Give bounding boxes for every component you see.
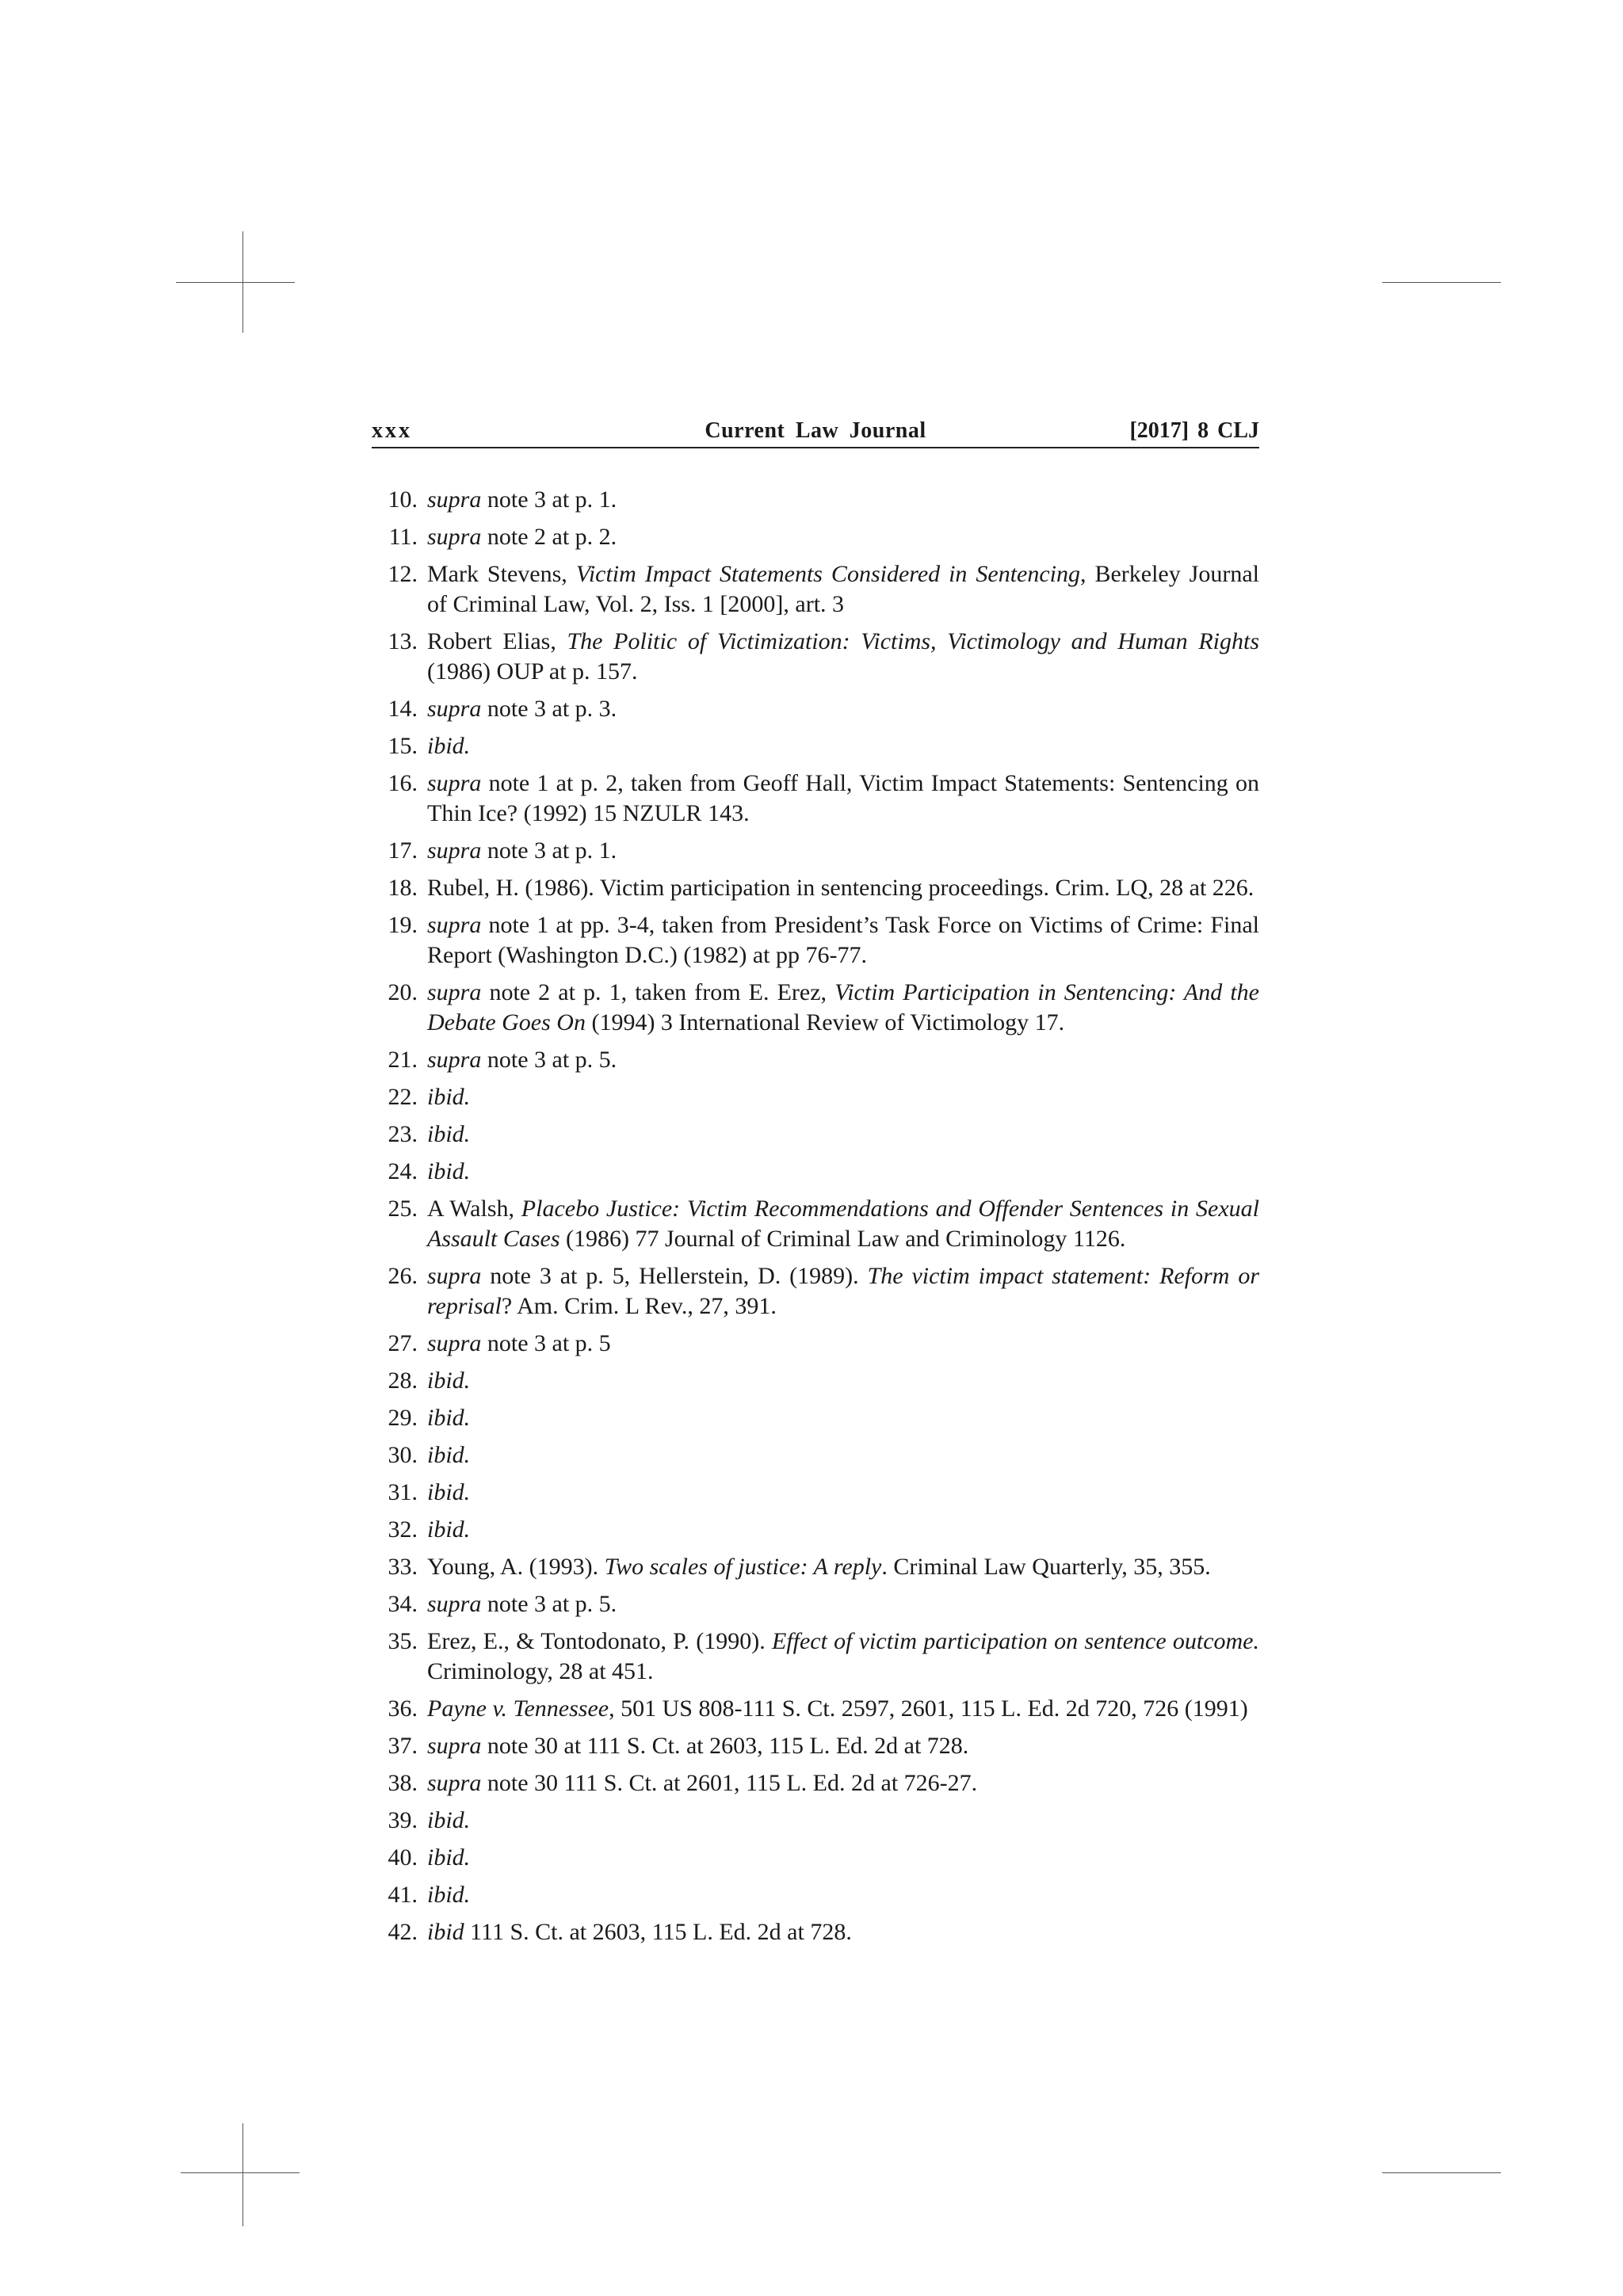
endnote-text-segment: Mark Stevens,	[427, 561, 576, 587]
endnote-text-segment: note 3 at p. 5, Hellerstein, D. (1989).	[481, 1263, 868, 1289]
endnote-italic-segment: supra	[427, 1591, 482, 1617]
endnote-36	[372, 1694, 1259, 1724]
crop-mark-bottom-right-horizontal	[1382, 2172, 1501, 2173]
endnote-number: 41.	[388, 1882, 418, 1908]
endnote-text	[427, 979, 1259, 1035]
endnote-text	[427, 1807, 470, 1833]
endnote-italic-segment: Effect of victim participation on sentence outcome.	[771, 1628, 1260, 1654]
endnote-text-segment: note 3 at p. 1.	[481, 837, 617, 864]
endnote-italic-segment: supra	[427, 912, 482, 938]
endnote-number: 27.	[388, 1330, 418, 1356]
endnote-italic-segment: Victim Participation in Sentencing: And the Debate Goes On	[427, 979, 1260, 1035]
endnote-26	[372, 1261, 1259, 1322]
endnote-number: 36.	[388, 1695, 418, 1722]
endnote-12	[372, 559, 1259, 620]
endnote-32	[372, 1515, 1259, 1545]
endnote-text-segment: A Walsh,	[427, 1196, 521, 1222]
endnote-25	[372, 1194, 1259, 1254]
endnote-italic-segment: Placebo Justice: Victim Recommendations and Offender Sentences in Sexual Assault Cases	[427, 1196, 1259, 1252]
endnote-text	[427, 1405, 470, 1431]
endnote-number: 35.	[388, 1628, 418, 1654]
endnote-number: 34.	[388, 1591, 418, 1617]
endnote-text-segment: Young, A. (1993).	[427, 1554, 605, 1580]
endnote-text-segment: 111 S. Ct. at 2603, 115 L. Ed. 2d at 728.	[464, 1919, 852, 1945]
endnote-number: 23.	[388, 1121, 418, 1147]
endnote-23	[372, 1119, 1259, 1150]
endnote-text	[427, 733, 470, 759]
endnote-text	[427, 1263, 1259, 1319]
endnote-text	[427, 1591, 617, 1617]
endnote-38	[372, 1768, 1259, 1798]
endnote-text-segment: Criminology, 28 at 451.	[427, 1658, 654, 1684]
endnote-15	[372, 731, 1259, 761]
endnote-text	[427, 1330, 611, 1356]
endnote-17	[372, 836, 1259, 866]
endnote-text-segment: note 1 at pp. 3-4, taken from President’s Task Force on Victims of Crime: Final Report (Washington D.C.) (1982) at pp 76-77.	[427, 912, 1259, 968]
endnote-text	[427, 1844, 470, 1871]
endnote-34	[372, 1589, 1259, 1619]
endnote-italic-segment: ibid.	[427, 1121, 471, 1147]
endnote-10	[372, 485, 1259, 515]
endnote-text-segment: note 3 at p. 5.	[481, 1047, 617, 1073]
endnote-number: 42.	[388, 1919, 418, 1945]
endnote-text	[427, 1196, 1259, 1252]
journal-title: Current Law Journal	[705, 418, 926, 443]
endnote-number: 26.	[388, 1263, 418, 1289]
endnote-text	[427, 1442, 470, 1468]
endnote-italic-segment: ibid.	[427, 1479, 471, 1505]
endnote-41	[372, 1880, 1259, 1910]
endnote-number: 15.	[388, 733, 418, 759]
endnote-number: 11.	[388, 524, 418, 550]
endnote-italic-segment: The victim impact statement: Reform or reprisal	[427, 1263, 1259, 1319]
endnote-27	[372, 1329, 1259, 1359]
endnote-text	[427, 875, 1254, 901]
endnote-italic-segment: supra	[427, 1263, 482, 1289]
endnote-italic-segment: The Politic of Victimization: Victims, Victimology and Human Rights	[567, 628, 1259, 654]
endnote-text	[427, 1733, 968, 1759]
endnote-italic-segment: ibid.	[427, 1158, 471, 1184]
endnote-text	[427, 1919, 852, 1945]
endnote-text-segment: note 30 111 S. Ct. at 2601, 115 L. Ed. 2d at 726-27.	[481, 1770, 978, 1796]
endnote-number: 33.	[388, 1554, 418, 1580]
endnote-text-segment: note 3 at p. 5.	[481, 1591, 617, 1617]
endnote-19	[372, 910, 1259, 971]
endnote-number: 32.	[388, 1516, 418, 1543]
endnote-text	[427, 770, 1259, 826]
endnote-text-segment: note 1 at p. 2, taken from Geoff Hall, Victim Impact Statements: Sentencing on Thin Ice? (1992) 15 NZULR 143.	[427, 770, 1259, 826]
endnote-text	[427, 561, 1259, 617]
endnote-text	[427, 1554, 1211, 1580]
page-number: xxx	[372, 418, 412, 443]
endnote-number: 12.	[388, 561, 418, 587]
endnote-number: 38.	[388, 1770, 418, 1796]
endnote-text	[427, 1084, 470, 1110]
endnote-text	[427, 1695, 1248, 1722]
endnote-italic-segment: supra	[427, 696, 482, 722]
endnote-text-segment: Robert Elias,	[427, 628, 567, 654]
endnote-text	[427, 1516, 470, 1543]
endnote-16	[372, 769, 1259, 829]
endnote-number: 14.	[388, 696, 418, 722]
endnote-text	[427, 486, 617, 513]
endnote-text	[427, 1628, 1259, 1684]
endnote-italic-segment: supra	[427, 1770, 482, 1796]
endnote-italic-segment: Payne v. Tennessee	[427, 1695, 609, 1722]
endnote-number: 40.	[388, 1844, 418, 1871]
endnote-italic-segment: supra	[427, 979, 482, 1005]
endnote-italic-segment: ibid.	[427, 1882, 471, 1908]
endnote-italic-segment: ibid.	[427, 1084, 471, 1110]
endnote-text-segment: . Criminal Law Quarterly, 35, 355.	[881, 1554, 1211, 1580]
endnote-text	[427, 1770, 977, 1796]
endnote-italic-segment: ibid.	[427, 733, 471, 759]
endnote-22	[372, 1082, 1259, 1112]
endnote-text-segment: note 3 at p. 1.	[481, 486, 617, 513]
endnote-number: 18.	[388, 875, 418, 901]
endnote-number: 10.	[388, 486, 418, 513]
endnote-37	[372, 1731, 1259, 1761]
endnote-italic-segment: ibid.	[427, 1807, 471, 1833]
endnote-italic-segment: ibid.	[427, 1442, 471, 1468]
endnote-text	[427, 912, 1259, 968]
endnote-text-segment: Rubel, H. (1986). Victim participation in sentencing proceedings. Crim. LQ, 28 at 226.	[427, 875, 1254, 901]
endnote-italic-segment: supra	[427, 837, 482, 864]
endnote-number: 20.	[388, 979, 418, 1005]
crop-mark-bottom-left-horizontal	[181, 2172, 300, 2173]
crop-mark-bottom-left-vertical	[242, 2123, 243, 2226]
endnote-number: 22.	[388, 1084, 418, 1110]
endnote-text-segment: , Berkeley Journal of Criminal Law, Vol. 2, Iss. 1 [2000], art. 3	[427, 561, 1259, 617]
crop-mark-top-right-horizontal	[1382, 282, 1501, 283]
endnote-text-segment: Erez, E., & Tontodonato, P. (1990).	[427, 1628, 772, 1654]
endnote-28	[372, 1366, 1259, 1396]
endnote-italic-segment: supra	[427, 1733, 482, 1759]
endnote-text	[427, 1479, 470, 1505]
endnote-40	[372, 1843, 1259, 1873]
endnote-number: 16.	[388, 770, 418, 796]
endnote-number: 13.	[388, 628, 418, 654]
endnote-text-segment: (1986) 77 Journal of Criminal Law and Criminology 1126.	[559, 1226, 1126, 1252]
endnote-text	[427, 1367, 470, 1394]
journal-citation: [2017] 8 CLJ	[1129, 418, 1259, 443]
endnote-number: 37.	[388, 1733, 418, 1759]
endnote-italic-segment: ibid	[427, 1919, 464, 1945]
endnote-text-segment: , 501 US 808-111 S. Ct. 2597, 2601, 115 L. Ed. 2d 720, 726 (1991)	[609, 1695, 1248, 1722]
endnote-text	[427, 1047, 617, 1073]
endnote-number: 17.	[388, 837, 418, 864]
endnote-italic-segment: supra	[427, 770, 482, 796]
endnote-text	[427, 1158, 470, 1184]
endnote-text	[427, 1882, 470, 1908]
endnote-number: 19.	[388, 912, 418, 938]
endnote-42	[372, 1917, 1259, 1947]
endnote-number: 31.	[388, 1479, 418, 1505]
endnote-text-segment: note 3 at p. 5	[481, 1330, 611, 1356]
endnote-20	[372, 978, 1259, 1038]
endnote-number: 28.	[388, 1367, 418, 1394]
crop-mark-top-left-vertical	[242, 231, 243, 333]
endnote-text	[427, 628, 1259, 685]
endnote-13	[372, 627, 1259, 687]
endnote-24	[372, 1157, 1259, 1187]
endnote-14	[372, 694, 1259, 724]
endnote-text-segment: ? Am. Crim. L Rev., 27, 391.	[501, 1293, 777, 1319]
endnote-text	[427, 524, 617, 550]
crop-mark-top-left-horizontal	[176, 282, 295, 283]
endnote-text	[427, 837, 617, 864]
endnote-text-segment: note 2 at p. 1, taken from E. Erez,	[481, 979, 835, 1005]
endnote-number: 24.	[388, 1158, 418, 1184]
endnote-text-segment: note 30 at 111 S. Ct. at 2603, 115 L. Ed. 2d at 728.	[481, 1733, 969, 1759]
endnote-italic-segment: Two scales of justice: A reply	[604, 1554, 882, 1580]
endnote-italic-segment: ibid.	[427, 1405, 471, 1431]
endnote-italic-segment: supra	[427, 1047, 482, 1073]
endnotes-list	[372, 485, 1259, 1955]
running-head	[372, 418, 1259, 448]
endnote-35	[372, 1627, 1259, 1687]
endnote-31	[372, 1478, 1259, 1508]
endnote-text	[427, 696, 617, 722]
endnote-italic-segment: supra	[427, 486, 482, 513]
endnote-number: 21.	[388, 1047, 418, 1073]
endnote-number: 30.	[388, 1442, 418, 1468]
endnote-18	[372, 873, 1259, 903]
endnote-italic-segment: ibid.	[427, 1516, 471, 1543]
endnote-33	[372, 1552, 1259, 1582]
endnote-italic-segment: supra	[427, 524, 482, 550]
endnote-italic-segment: ibid.	[427, 1844, 471, 1871]
endnote-text	[427, 1121, 470, 1147]
endnote-text-segment: (1986) OUP at p. 157.	[427, 658, 638, 685]
endnote-11	[372, 522, 1259, 552]
endnote-text-segment: (1994) 3 International Review of Victimology 17.	[585, 1009, 1065, 1035]
endnote-italic-segment: supra	[427, 1330, 482, 1356]
endnote-number: 39.	[388, 1807, 418, 1833]
endnote-number: 29.	[388, 1405, 418, 1431]
endnote-number: 25.	[388, 1196, 418, 1222]
endnote-30	[372, 1440, 1259, 1470]
endnote-text-segment: note 3 at p. 3.	[481, 696, 617, 722]
endnote-21	[372, 1045, 1259, 1075]
endnote-italic-segment: ibid.	[427, 1367, 471, 1394]
endnote-29	[372, 1403, 1259, 1433]
endnote-text-segment: note 2 at p. 2.	[481, 524, 617, 550]
endnote-39	[372, 1806, 1259, 1836]
endnote-italic-segment: Victim Impact Statements Considered in Sentencing	[575, 561, 1080, 587]
